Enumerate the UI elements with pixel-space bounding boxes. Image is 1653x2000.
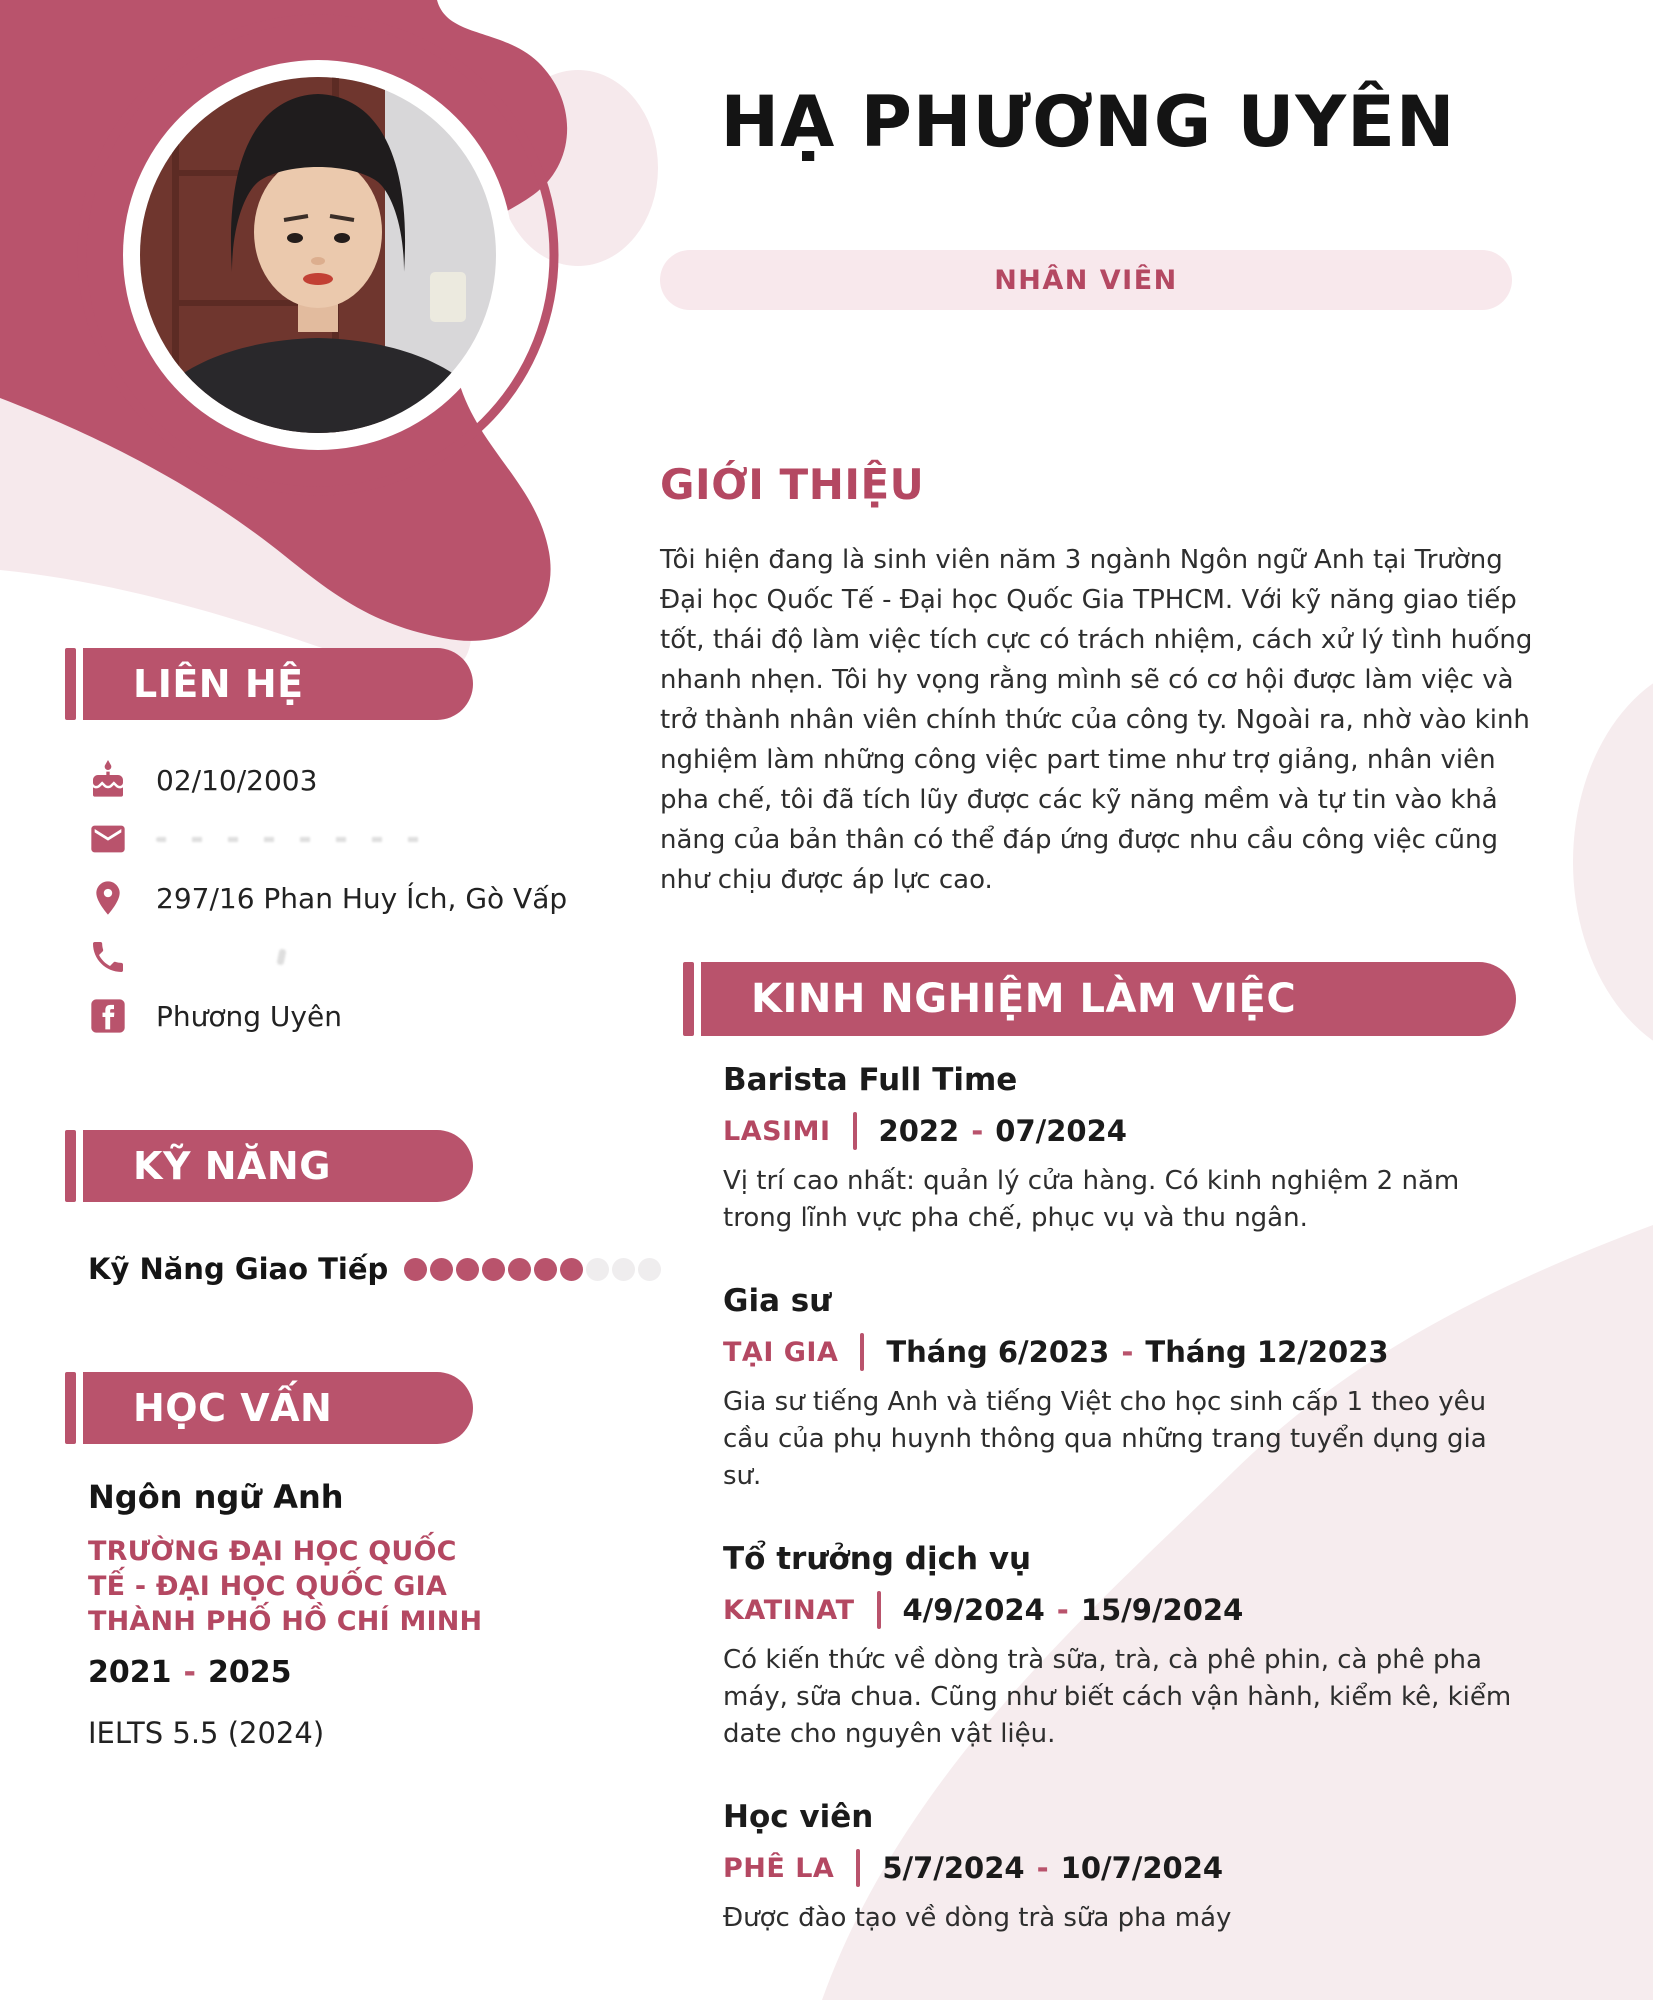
redacted-phone-value xyxy=(276,948,286,965)
skill-dot-empty xyxy=(612,1258,635,1281)
education-major: Ngôn ngữ Anh xyxy=(88,1478,344,1516)
birthday-value: 02/10/2003 xyxy=(156,763,318,797)
contact-row-facebook xyxy=(88,996,478,1036)
job-title: Gia sư xyxy=(723,1283,832,1319)
job-description: Gia sư tiếng Anh và tiếng Việt cho học sinh cấp 1 theo yêu cầu của phụ huynh thông qua những trang tuyển dụng gia sư. xyxy=(723,1387,1487,1491)
job-org: PHÊ LA xyxy=(723,1852,835,1884)
skill-dot-empty xyxy=(586,1258,609,1281)
job-dates: Tháng 6/2023 - Tháng 12/2023 xyxy=(886,1335,1389,1369)
banner-accent-bar xyxy=(65,648,76,720)
experience-banner xyxy=(683,962,1516,1036)
location-pin-icon xyxy=(88,878,128,918)
banner-accent-bar xyxy=(683,962,694,1036)
job-title: Tổ trưởng dịch vụ xyxy=(723,1541,1032,1577)
skills-heading: KỸ NĂNG xyxy=(83,1130,473,1202)
job-org: TẠI GIA xyxy=(723,1336,839,1368)
skill-dot-filled xyxy=(456,1258,479,1281)
job-description: Được đào tạo về dòng trà sữa pha máy xyxy=(723,1903,1232,1933)
job-org: KATINAT xyxy=(723,1594,855,1626)
job-title: Barista Full Time xyxy=(723,1062,1018,1098)
skill-dot-empty xyxy=(638,1258,661,1281)
redacted-email-value xyxy=(156,837,421,842)
job-entry xyxy=(723,1062,1518,1237)
job-meta xyxy=(723,1591,1518,1629)
job-title: Học viên xyxy=(723,1799,874,1835)
contact-row-phone xyxy=(88,937,478,977)
right-edge-blob xyxy=(1573,660,1653,1064)
contact-row-email xyxy=(88,819,478,859)
banner-accent-bar xyxy=(65,1372,76,1444)
mail-icon xyxy=(88,819,128,859)
skill-dot-filled xyxy=(508,1258,531,1281)
skill-level-dots xyxy=(404,1258,661,1281)
job-meta xyxy=(723,1112,1518,1150)
separator-bar xyxy=(853,1112,857,1150)
education-school: TRƯỜNG ĐẠI HỌC QUỐC TẾ - ĐẠI HỌC QUỐC GIA THÀNH PHỐ HỒ CHÍ MINH xyxy=(88,1536,483,1637)
job-description: Có kiến thức về dòng trà sữa, trà, cà phê phin, cà phê pha máy, sữa chua. Cũng như biết cách vận hành, kiểm kê, kiểm date cho nguyên vật liệu. xyxy=(723,1645,1512,1749)
banner-accent-bar xyxy=(65,1130,76,1202)
skill-dot-filled xyxy=(404,1258,427,1281)
range-dash: - xyxy=(1121,1335,1134,1369)
range-dash: - xyxy=(971,1114,984,1148)
separator-bar xyxy=(877,1591,881,1629)
job-dates: 5/7/2024 - 10/7/2024 xyxy=(882,1851,1224,1885)
job-entry xyxy=(723,1283,1518,1495)
experience-list xyxy=(723,1062,1518,1983)
range-dash: - xyxy=(183,1655,196,1690)
about-paragraph: Tôi hiện đang là sinh viên năm 3 ngành Ngôn ngữ Anh tại Trường Đại học Quốc Tế - Đại học Quốc Gia TPHCM. Với kỹ năng giao tiếp tốt, thái độ làm việc tích cực có trách nhiệm, cách xử lý tình huống nhanh nhẹn. Tôi hy vọng rằng mình sẽ có cơ hội được làm việc và trở thành nhân viên chính thức của công ty. Ngoài ra, nhờ vào kinh nghiệm làm những công việc part time như trợ giảng, nhân viên pha chế, tôi đã tích lũy được các kỹ năng mềm và tự tin vào khả năng của bản thân có thể đáp ứng được nhu cầu công việc cũng như chịu được áp lực cao. xyxy=(660,545,1533,895)
job-meta xyxy=(723,1849,1518,1887)
page-title: HẠ PHƯƠNG UYÊN xyxy=(720,81,1456,163)
skill-label: Kỹ Năng Giao Tiếp xyxy=(88,1252,389,1286)
education-years: 2021 - 2025 xyxy=(88,1655,292,1690)
skill-dot-filled xyxy=(430,1258,453,1281)
skill-row xyxy=(88,1252,628,1286)
education-banner xyxy=(65,1372,473,1444)
education-heading: HỌC VẤN xyxy=(83,1372,473,1444)
contact-row-birthday xyxy=(88,760,478,800)
education-entry xyxy=(88,1478,488,1750)
role-badge-label: NHÂN VIÊN xyxy=(994,264,1178,296)
education-certificate: IELTS 5.5 (2024) xyxy=(88,1716,325,1750)
job-description: Vị trí cao nhất: quản lý cửa hàng. Có kinh nghiệm 2 năm trong lĩnh vực pha chế, phục vụ và thu ngân. xyxy=(723,1166,1460,1233)
profile-photo xyxy=(140,77,496,433)
skill-dot-filled xyxy=(534,1258,557,1281)
job-org: LASIMI xyxy=(723,1115,831,1147)
address-value: 297/16 Phan Huy Ích, Gò Vấp xyxy=(156,881,568,915)
contact-list xyxy=(88,760,568,1055)
job-meta xyxy=(723,1333,1518,1371)
experience-heading: KINH NGHIỆM LÀM VIỆC xyxy=(701,962,1516,1036)
cake-icon xyxy=(88,760,128,800)
phone-icon xyxy=(88,937,128,977)
facebook-value: Phương Uyên xyxy=(156,999,342,1033)
job-dates: 4/9/2024 - 15/9/2024 xyxy=(902,1593,1244,1627)
job-entry xyxy=(723,1541,1518,1753)
separator-bar xyxy=(860,1333,864,1371)
separator-bar xyxy=(856,1849,860,1887)
skill-dot-filled xyxy=(560,1258,583,1281)
job-entry xyxy=(723,1799,1518,1937)
skills-banner xyxy=(65,1130,473,1202)
skill-dot-filled xyxy=(482,1258,505,1281)
contact-banner xyxy=(65,648,473,720)
range-dash: - xyxy=(1056,1593,1069,1627)
facebook-icon xyxy=(88,996,128,1036)
job-dates: 2022 - 07/2024 xyxy=(878,1114,1127,1148)
contact-heading: LIÊN HỆ xyxy=(83,648,473,720)
about-heading: GIỚI THIỆU xyxy=(660,460,925,509)
contact-row-address xyxy=(88,878,568,918)
range-dash: - xyxy=(1036,1851,1049,1885)
role-badge xyxy=(660,250,1512,310)
